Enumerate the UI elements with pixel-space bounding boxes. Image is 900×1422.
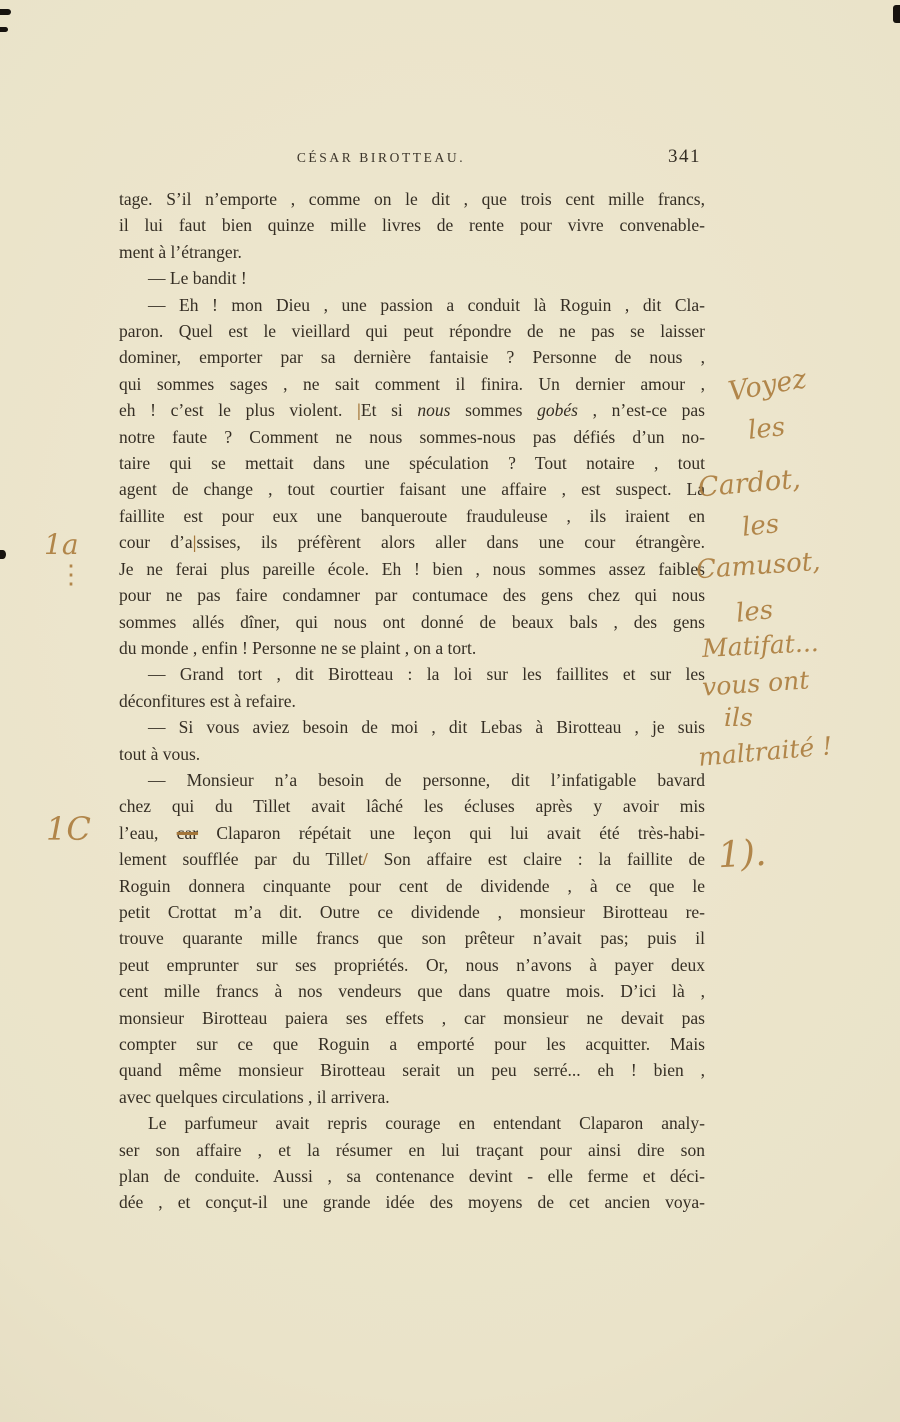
margin-annotation: les [740, 509, 781, 543]
text-line: tout à vous. [119, 743, 201, 764]
italic-text: gobés [537, 400, 578, 421]
margin-annotation: les [734, 595, 775, 629]
text-line: Je ne ferai plus pareille école. Eh ! bien , nous sommes assez faibles [119, 558, 705, 579]
margin-annotation: Cardot, [696, 463, 802, 504]
text-line: qui sommes sages , ne sait comment il finira. Un dernier amour , [119, 373, 705, 394]
margin-annotation: Matifat... [701, 627, 820, 664]
margin-correction-mark: 1C [46, 810, 91, 848]
italic-text: nous [417, 400, 451, 421]
text-line: cour d’a|ssises, ils préfèrent alors aller dans une cour étrangère. [119, 532, 705, 553]
scan-artifact [893, 5, 900, 23]
margin-annotation: Voyez [725, 363, 809, 408]
text-line: notre faute ? Comment ne nous sommes-nous pas défiés d’un no- [119, 426, 705, 447]
text-line: peut emprunter sur ses propriétés. Or, nous n’avons à payer deux [119, 954, 705, 975]
scan-artifact [0, 27, 8, 32]
text-line: déconfitures est à refaire. [119, 690, 296, 711]
margin-annotation: Camusot, [695, 546, 822, 586]
text-line: — Si vous aviez besoin de moi , dit Lebas à Birotteau , je suis [148, 717, 705, 738]
text-line: dominer, emporter par sa dernière fantaisie ? Personne de nous , [119, 347, 705, 368]
ink-mark: | [192, 532, 197, 553]
text-line: l’eau, car Claparon répétait une leçon qui lui avait été très-habi- [119, 822, 705, 843]
text-line: sommes allés dîner, qui nous ont donné de beaux bals , des gens [119, 611, 705, 632]
text-line: agent de change , tout courtier faisant une affaire , est suspect. La [119, 479, 705, 500]
text-line: petit Crottat m’a dit. Outre ce dividende , monsieur Birotteau re- [119, 901, 705, 922]
scan-artifact [0, 9, 11, 15]
scan-artifact [0, 550, 6, 559]
text-line: trouve quarante mille francs que son prêteur n’avait pas; puis il [119, 928, 705, 949]
margin-annotation: les [746, 412, 787, 446]
text-line: dée , et conçut-il une grande idée des moyens de cet ancien voya- [119, 1192, 705, 1213]
text-line: ment à l’étranger. [119, 241, 242, 262]
text-line: — Le bandit ! [148, 268, 247, 289]
margin-correction-mark: 1). [716, 832, 768, 877]
text-line: eh ! c’est le plus violent. |Et si nous sommes gobés , n’est-ce pas [119, 400, 705, 421]
text-line: du monde , enfin ! Personne ne se plaint , on a tort. [119, 637, 477, 658]
text-line: avec quelques circulations , il arrivera. [119, 1086, 390, 1107]
text-line: Roguin donnera cinquante pour cent de dividende , à ce que le [119, 875, 705, 896]
text-line: quand même monsieur Birotteau serait un peu serré... eh ! bien , [119, 1060, 705, 1081]
text-line: il lui faut bien quinze mille livres de rente pour vivre convenable- [119, 215, 705, 236]
text-line: paron. Quel est le vieillard qui peut répondre de ne pas se laisser [119, 321, 705, 342]
ink-mark: / [362, 849, 368, 870]
text-line: cent mille francs à nos vendeurs que dans quatre mois. D’ici là , [119, 981, 705, 1002]
running-title: CÉSAR BIROTTEAU. [296, 150, 466, 165]
text-line: faillite est pour eux une banqueroute frauduleuse , ils iraient en [119, 505, 705, 526]
text-line: chez qui du Tillet avait lâché les écluses après y avoir mis [119, 796, 705, 817]
text-line: Le parfumeur avait repris courage en entendant Claparon analy- [148, 1113, 705, 1134]
margin-annotation: maltraité ! [696, 731, 834, 772]
margin-correction-mark: 1a [44, 528, 79, 561]
text-line: taire qui se mettait dans une spéculation ? Tout notaire , tout [119, 453, 705, 474]
text-line: pour ne pas faire condamner par contumace des gens chez qui nous [119, 585, 705, 606]
text-line: — Monsieur n’a besoin de personne, dit l’infatigable bavard [148, 769, 705, 790]
text-line: ser son affaire , et la résumer en lui traçant pour ainsi dire son [119, 1139, 705, 1160]
margin-annotation: ils [724, 703, 753, 732]
text-line: — Grand tort , dit Birotteau : la loi sur les faillites et sur les [148, 664, 705, 685]
text-block [119, 186, 705, 1216]
text-line: lement soufflée par du Tillet/ Son affaire est claire : la faillite de [119, 849, 705, 870]
text-line: — Eh ! mon Dieu , une passion a conduit là Roguin , dit Cla- [148, 294, 705, 315]
text-line: monsieur Birotteau paiera ses effets , car monsieur ne devait pas [119, 1007, 705, 1028]
struck-text: car [176, 822, 199, 843]
ink-mark: | [357, 400, 361, 421]
page-header [119, 146, 705, 172]
page-number: 341 [668, 146, 701, 167]
text-line: plan de conduite. Aussi , sa contenance devint - elle ferme et déci- [119, 1166, 705, 1187]
text-line: compter sur ce que Roguin a emporté pour les acquitter. Mais [119, 1034, 705, 1054]
text-line: tage. S’il n’emporte , comme on le dit , que trois cent mille francs, [119, 189, 705, 209]
margin-annotation: vous ont [701, 665, 811, 702]
margin-dots-mark: ⋮ [58, 560, 84, 590]
